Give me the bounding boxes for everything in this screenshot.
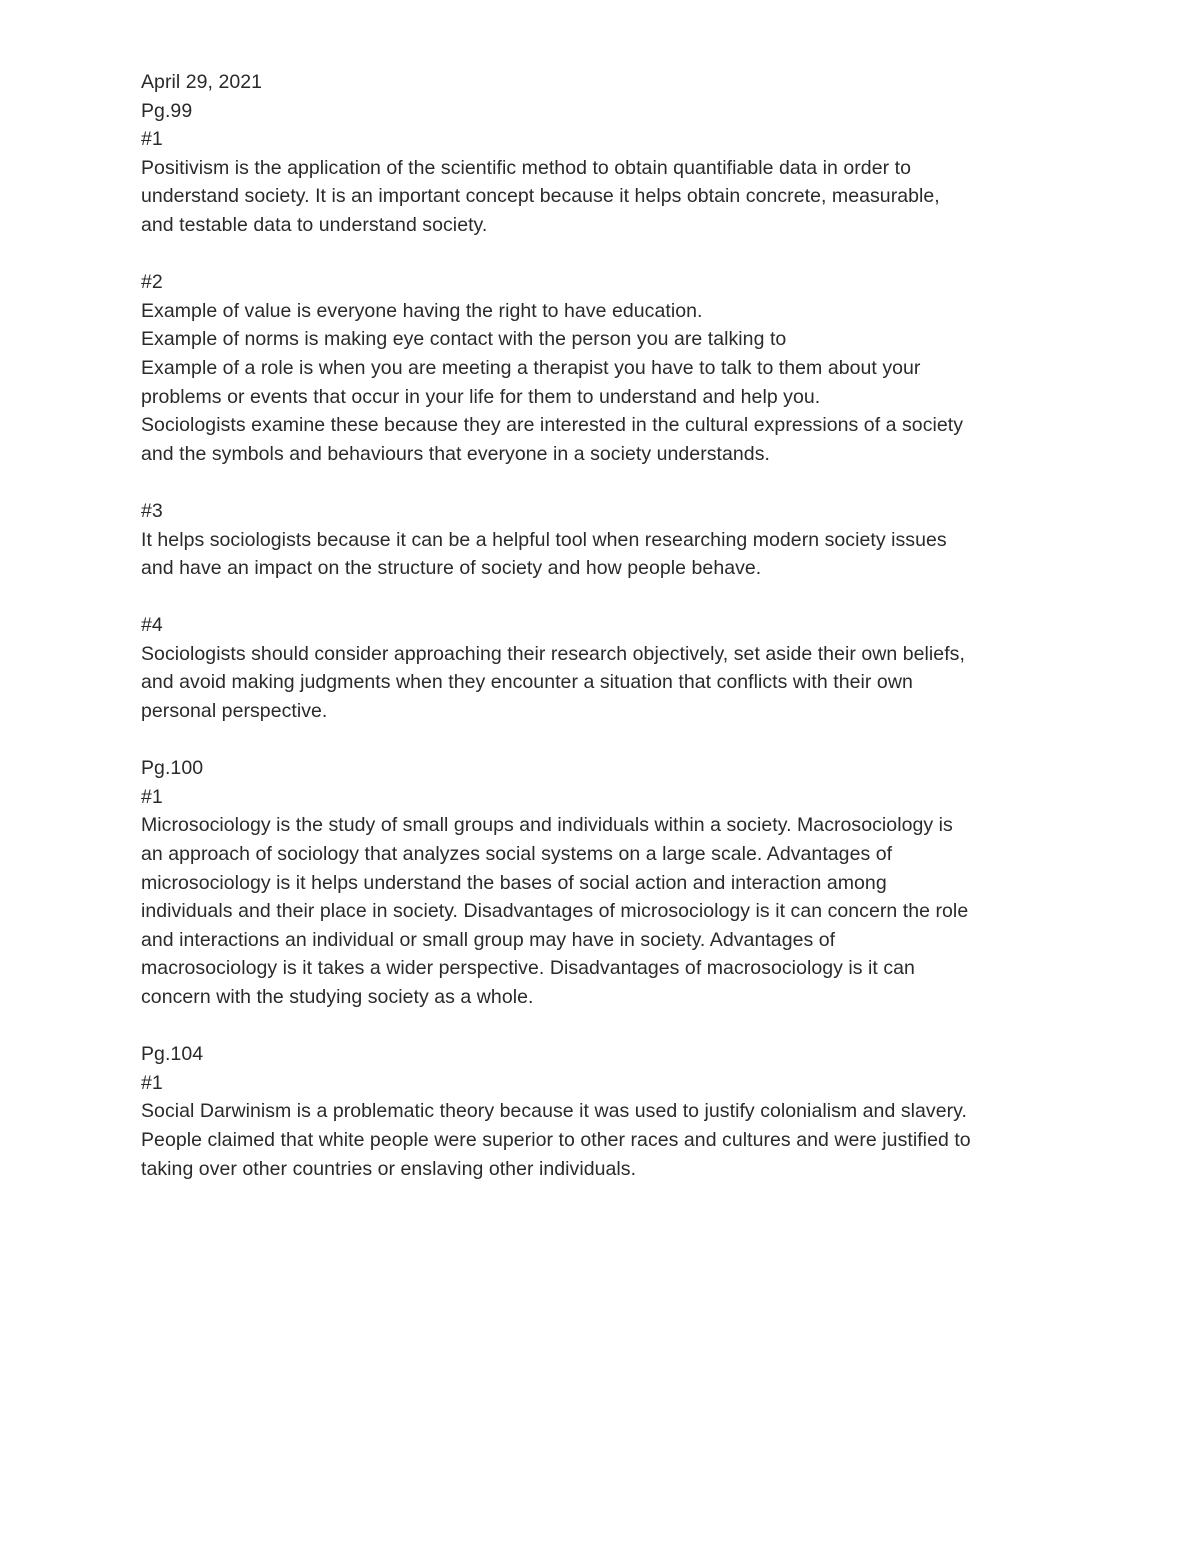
question-block — [141, 783, 1071, 1012]
question-block — [141, 497, 1071, 583]
question-block — [141, 125, 1071, 239]
page-label-pg100: Pg.100 — [141, 757, 204, 780]
question-number: #4 — [141, 614, 163, 637]
question-number: #1 — [141, 1071, 163, 1094]
question-answer: Example of value is everyone having the right to have education. Example of norms is making eye contact with the person you are talking to Example of a role is when you are meeting a therapist you have to talk to them about your problems or events that occur in your life for them to understand and help you. Sociologists examine these because they are interested in the cultural expressions of a society and the symbols and behaviours that everyone in a society understands. — [141, 299, 964, 465]
question-number: #3 — [141, 499, 163, 522]
question-block — [141, 611, 1071, 725]
page-label-pg99: Pg.99 — [141, 99, 193, 122]
document-body — [141, 68, 1071, 1212]
question-answer: Positivism is the application of the scientific method to obtain quantifiable data in order to understand society. It is an important concept because it helps obtain concrete, measurable, and testable data to understand society. — [141, 156, 940, 236]
document-date: April 29, 2021 — [141, 71, 263, 93]
page-label-pg104: Pg.104 — [141, 1043, 204, 1066]
question-answer: It helps sociologists because it can be a helpful tool when researching modern society issues and have an impact on the structure of society and how people behave. — [141, 528, 947, 580]
question-answer: Microsociology is the study of small groups and individuals within a society. Macrosociology is an approach of sociology that analyzes social systems on a large scale. Advantages of microsociology is it helps understand the bases of social action and interaction among individuals and their place in society. Disadvantages of microsociology is it can concern the role and interactions an individual or small group may have in society. Advantages of macrosociology is it takes a wider perspective. Disadvantages of macrosociology is it can concern with the studying society as a whole. — [141, 814, 969, 1008]
question-number: #1 — [141, 128, 163, 151]
question-block — [141, 1069, 1071, 1183]
question-answer: Sociologists should consider approaching their research objectively, set aside their own beliefs, and avoid making judgments when they encounter a situation that conflicts with their own personal perspective. — [141, 642, 965, 723]
question-number: #2 — [141, 271, 163, 294]
question-number: #1 — [141, 785, 163, 808]
question-answer: Social Darwinism is a problematic theory because it was used to justify colonialism and slavery. People claimed that white people were superior to other races and cultures and were justified to taking over other countries or enslaving other individuals. — [141, 1100, 971, 1180]
question-block — [141, 268, 1071, 468]
